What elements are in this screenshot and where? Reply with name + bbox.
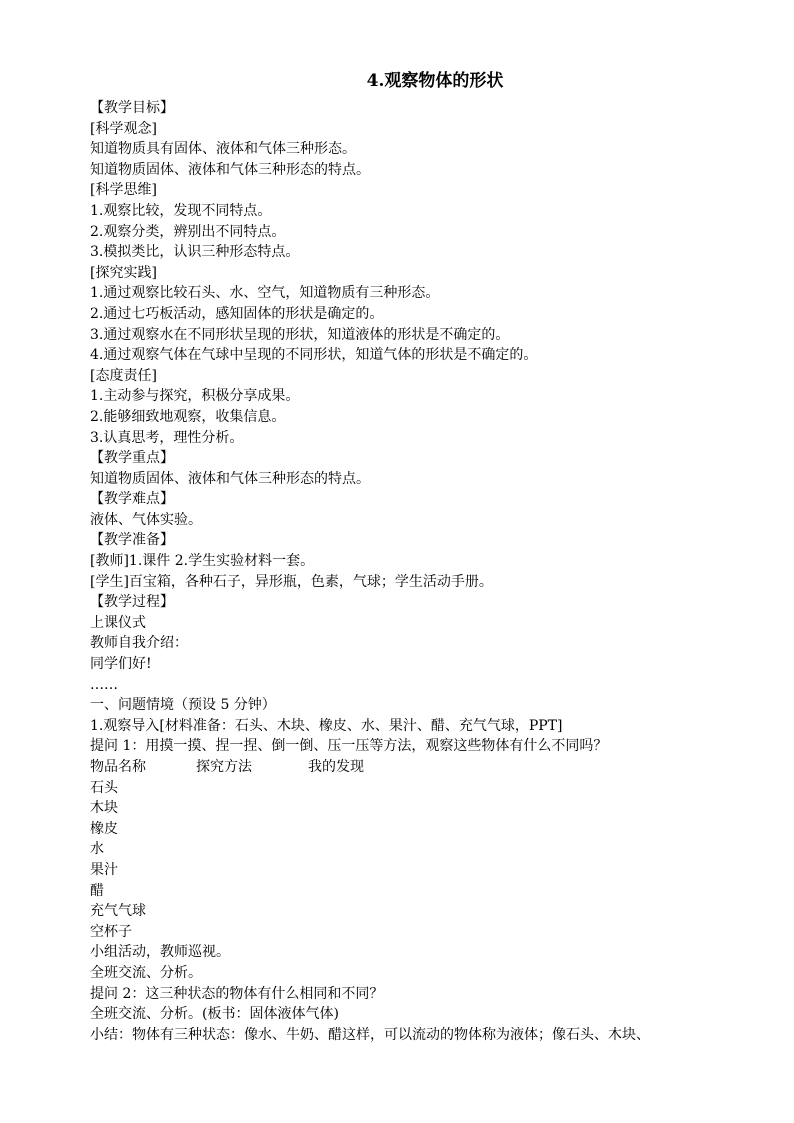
text-line: 3.通过观察水在不同形状呈现的形状，知道液体的形状是不确定的。: [90, 326, 510, 343]
text-line: 木块: [90, 800, 118, 817]
text-line: 一、问题情境（预设 5 分钟）: [90, 697, 276, 714]
text-line: 【教学难点】: [90, 491, 174, 508]
text-line: 知道物质固体、液体和气体三种形态的特点。: [90, 470, 370, 487]
document-body-top: [90, 98, 750, 757]
table-header-method: 探究方法: [196, 759, 252, 775]
text-line: 2.观察分类，辨别出不同特点。: [90, 223, 286, 240]
text-line: [学生]百宝箱，各种石子，异形瓶，色素，气球；学生活动手册。: [90, 573, 493, 590]
document-body-bottom: [90, 778, 750, 1046]
text-line: 提问 1：用摸一摸、捏一捏、倒一倒、压一压等方法，观察这些物体有什么不同吗？: [90, 738, 608, 755]
document-title: 4.观察物体的形状: [366, 71, 504, 91]
text-line: 提问 2：这三种状态的物体有什么相同和不同？: [90, 985, 384, 1002]
text-line: 知道物质具有固体、液体和气体三种形态。: [90, 141, 356, 158]
text-line: 全班交流、分析。(板书：固体液体气体): [90, 1006, 339, 1023]
text-line: 教师自我介绍：: [90, 635, 188, 652]
text-line: ……: [90, 676, 118, 693]
table-header-finding: 我的发现: [308, 759, 364, 775]
text-line: 石头: [90, 779, 118, 796]
text-line: 【教学过程】: [90, 594, 174, 611]
text-line: 1.通过观察比较石头、水、空气，知道物质有三种形态。: [90, 285, 440, 302]
text-line: 2.通过七巧板活动，感知固体的形状是确定的。: [90, 305, 384, 322]
text-line: 1.观察导入[材料准备：石头、木块、橡皮、水、果汁、醋、充气气球，PPT]: [90, 717, 563, 734]
text-line: 【教学目标】: [90, 100, 174, 116]
text-line: 知道物质固体、液体和气体三种形态的特点。: [90, 161, 370, 178]
text-line: 4.通过观察气体在气球中呈现的不同形状，知道气体的形状是不确定的。: [90, 347, 538, 364]
text-line: [教师]1.课件 2.学生实验材料一套。: [90, 553, 315, 570]
observation-table-header: [90, 757, 750, 778]
text-line: 水: [90, 841, 104, 858]
text-line: [科学观念]: [90, 120, 157, 137]
text-line: 1.主动参与探究，积极分享成果。: [90, 388, 300, 405]
text-line: 上课仪式: [90, 614, 146, 631]
text-line: 橡皮: [90, 820, 118, 837]
text-line: 同学们好!: [90, 656, 152, 673]
text-line: 全班交流、分析。: [90, 964, 202, 981]
text-line: 【教学重点】: [90, 450, 174, 467]
text-line: 充气气球: [90, 903, 146, 920]
text-line: 液体、气体实验。: [90, 511, 202, 528]
text-line: 小结：物体有三种状态：像水、牛奶、醋这样，可以流动的物体称为液体；像石头、木块、: [90, 1026, 650, 1043]
text-line: 空杯子: [90, 923, 132, 940]
text-line: [探究实践]: [90, 264, 157, 281]
text-line: 果汁: [90, 861, 118, 878]
document-page: [90, 64, 750, 1045]
text-line: [态度责任]: [90, 367, 157, 384]
text-line: [科学思维]: [90, 182, 157, 199]
text-line: 1.观察比较，发现不同特点。: [90, 202, 272, 219]
text-line: 3.模拟类比，认识三种形态特点。: [90, 244, 300, 261]
table-header-item-name: 物品名称: [90, 759, 146, 775]
text-line: 醋: [90, 882, 104, 899]
text-line: 小组活动，教师巡视。: [90, 944, 230, 961]
text-line: 3.认真思考，理性分析。: [90, 429, 244, 446]
text-line: 2.能够细致地观察，收集信息。: [90, 408, 286, 425]
text-line: 【教学准备】: [90, 532, 174, 549]
